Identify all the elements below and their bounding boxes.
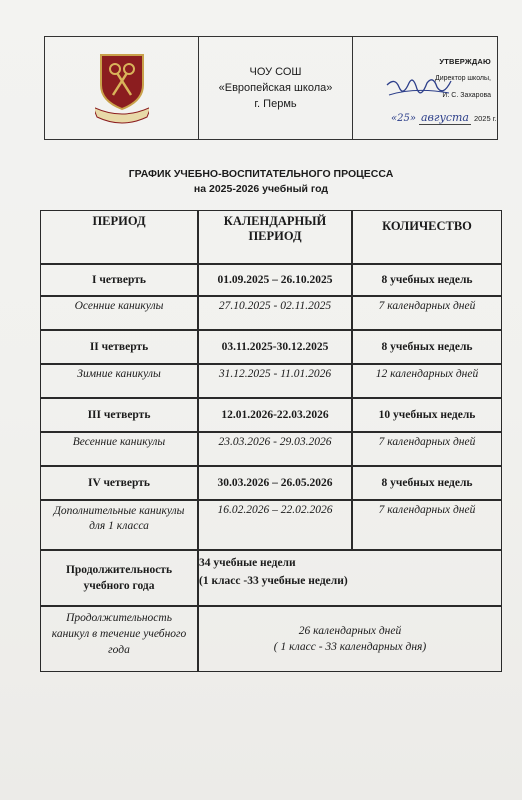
director-signature (385, 77, 455, 103)
date-range-cell: 27.10.2025 - 02.11.2025 (198, 296, 352, 330)
table-row (40, 264, 502, 296)
document-subtitle: на 2025-2026 учебный год (193, 183, 329, 195)
period-cell: Весенние каникулы (40, 432, 198, 466)
date-range-cell: 03.11.2025-30.12.2025 (198, 330, 352, 364)
table-row (40, 296, 502, 330)
quantity-cell: 12 календарных дней (352, 364, 502, 398)
director-name: И. С. Захарова (442, 92, 491, 99)
school-name: «Европейская школа» (218, 82, 333, 94)
school-type: ЧОУ СОШ (249, 66, 302, 78)
holiday-duration-days: 26 календарных дней (298, 625, 402, 637)
year-duration-value (198, 550, 502, 606)
table-row (40, 364, 502, 398)
quantity-cell: 7 календарных дней (352, 500, 502, 550)
table-row (40, 550, 502, 606)
holiday-duration-first-grade: ( 1 класс - 33 календарных дня) (273, 641, 427, 653)
date-range-cell: 12.01.2026-22.03.2026 (198, 398, 352, 432)
date-range-cell: 31.12.2025 - 11.01.2026 (198, 364, 352, 398)
quantity-cell: 8 учебных недель (352, 466, 502, 500)
quantity-cell: 7 календарных дней (352, 432, 502, 466)
document-title: ГРАФИК УЧЕБНО-ВОСПИТАТЕЛЬНОГО ПРОЦЕССА (128, 168, 394, 180)
school-name-cell (199, 37, 353, 139)
date-day: «25» (391, 113, 416, 124)
quantity-cell: 8 учебных недель (352, 330, 502, 364)
quantity-cell: 7 календарных дней (352, 296, 502, 330)
approval-cell (353, 37, 497, 139)
table-row (40, 500, 502, 550)
holiday-duration-value (198, 606, 502, 672)
header-quantity: КОЛИЧЕСТВО (352, 210, 502, 264)
table-row (40, 432, 502, 466)
date-range-cell: 30.03.2026 – 26.05.2026 (198, 466, 352, 500)
table-row (40, 466, 502, 500)
table-row (40, 398, 502, 432)
period-cell: Дополнительные каникулы для 1 класса (40, 500, 198, 550)
table-row (40, 606, 502, 672)
date-month: августа (420, 111, 469, 124)
date-range-cell: 01.09.2025 – 26.10.2025 (198, 264, 352, 296)
period-cell: Зимние каникулы (40, 364, 198, 398)
approval-date (391, 111, 497, 125)
date-year: 2025 г. (473, 114, 497, 123)
year-duration-first-grade: (1 класс -33 учебные недели) (199, 575, 348, 587)
year-duration-label: Продолжительность учебного года (40, 550, 198, 606)
date-range-cell: 16.02.2026 – 22.02.2026 (198, 500, 352, 550)
year-duration-weeks: 34 учебные недели (199, 557, 296, 569)
period-cell: III четверть (40, 398, 198, 432)
holiday-duration-label: Продолжительность каникул в течение учебного года (40, 606, 198, 672)
period-cell: I четверть (40, 264, 198, 296)
header-calendar-period: КАЛЕНДАРНЫЙ ПЕРИОД (198, 210, 352, 264)
quantity-cell: 8 учебных недель (352, 264, 502, 296)
period-cell: II четверть (40, 330, 198, 364)
logo-cell (45, 37, 199, 139)
school-city: г. Пермь (254, 98, 297, 110)
quantity-cell: 10 учебных недель (352, 398, 502, 432)
period-cell: IV четверть (40, 466, 198, 500)
school-crest-logo (95, 51, 149, 127)
header-table (44, 36, 498, 140)
approve-title: УТВЕРЖДАЮ (439, 57, 491, 66)
header-period: ПЕРИОД (40, 210, 198, 264)
period-cell: Осенние каникулы (40, 296, 198, 330)
director-title: Директор школы, (435, 75, 491, 82)
date-range-cell: 23.03.2026 - 29.03.2026 (198, 432, 352, 466)
table-row (40, 330, 502, 364)
table-header-row (40, 210, 502, 264)
